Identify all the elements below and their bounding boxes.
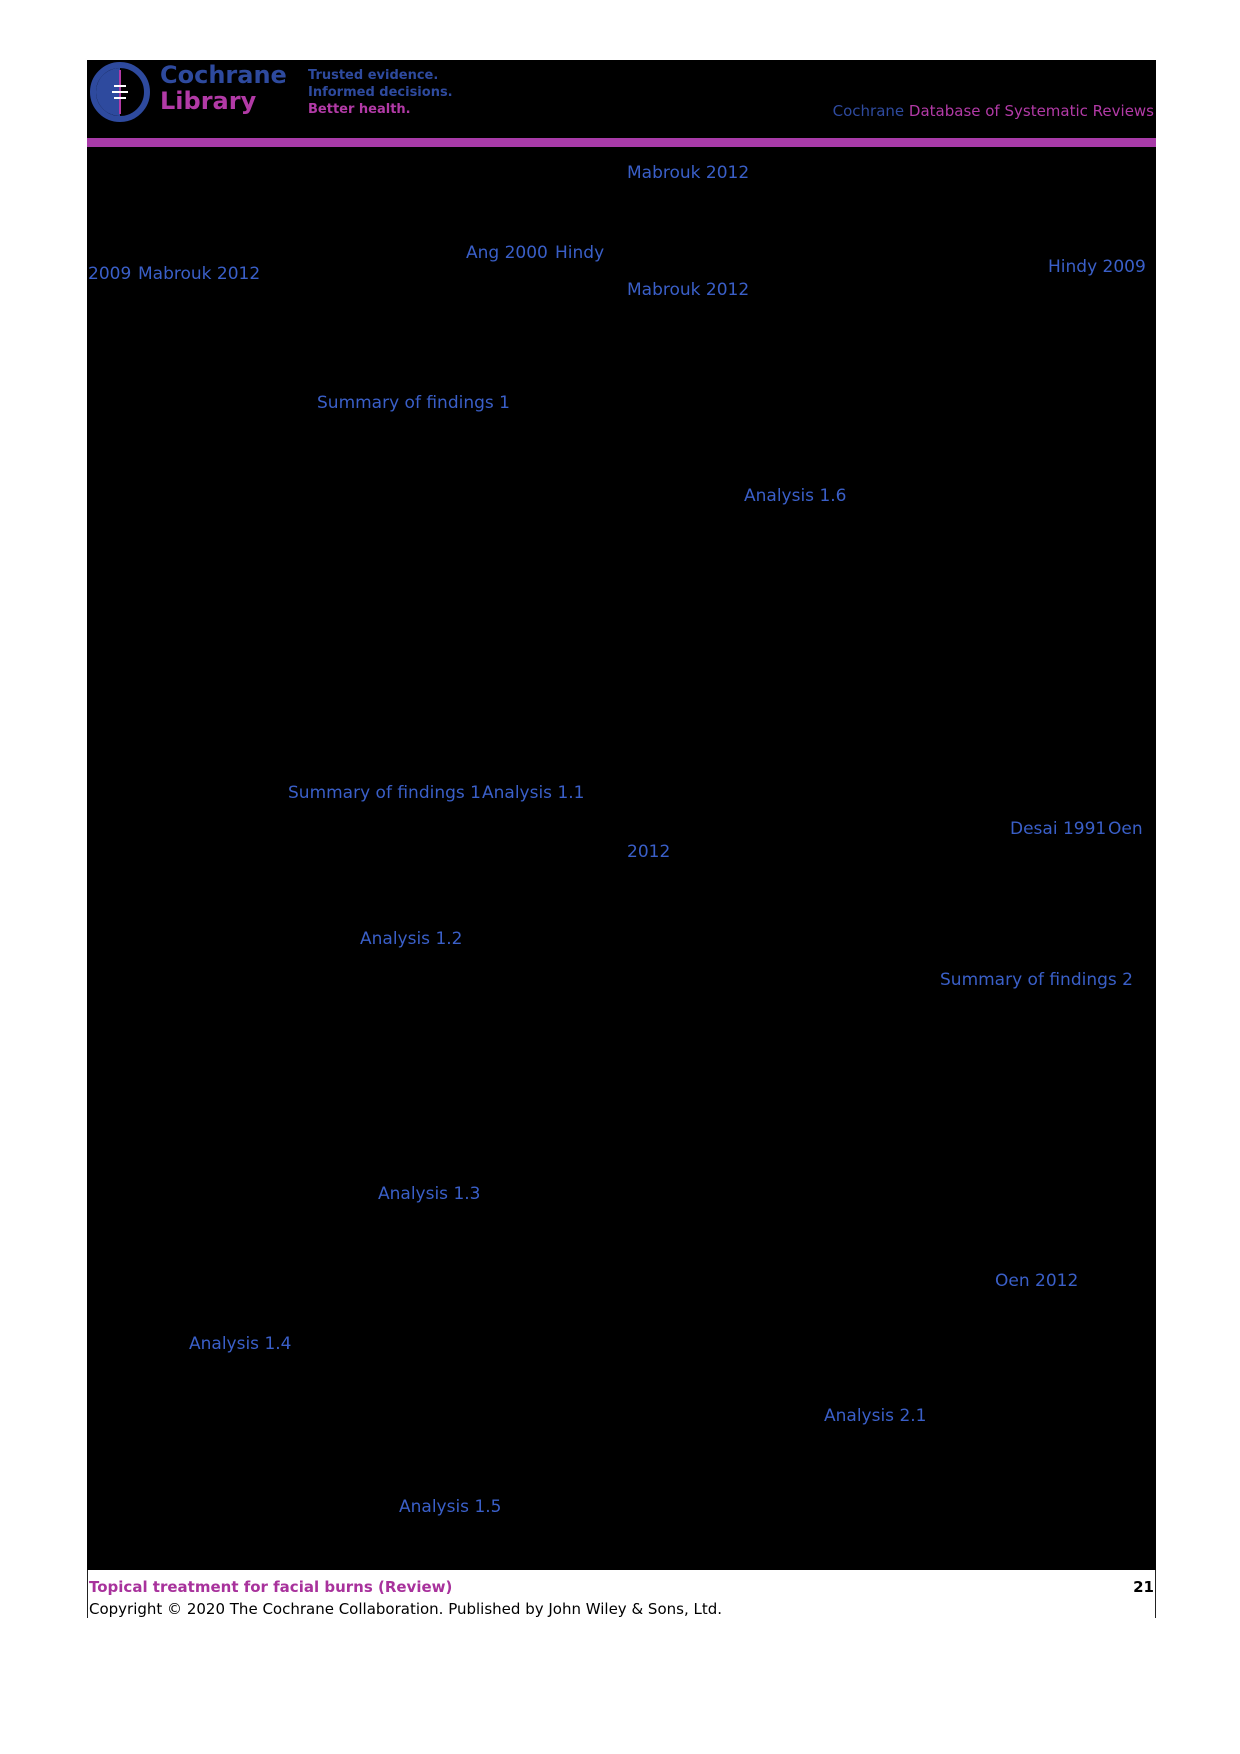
- cochrane-logo-icon: [90, 62, 150, 122]
- brand-line-2: Library: [160, 87, 257, 115]
- study-link-oen[interactable]: Oen: [1108, 819, 1143, 839]
- study-link-ang-2000[interactable]: Ang 2000: [466, 243, 548, 263]
- page-number: 21: [1133, 1578, 1154, 1596]
- brand-line-1: Cochrane: [160, 61, 287, 89]
- database-title-part-2: Database of Systematic Reviews: [904, 102, 1154, 120]
- summary-of-findings-2-link[interactable]: Summary of findings 2: [940, 970, 1133, 990]
- study-link-2009[interactable]: 2009: [88, 264, 132, 284]
- study-link-mabrouk-2012[interactable]: Mabrouk 2012: [627, 163, 750, 183]
- footer-review-title[interactable]: Topical treatment for facial burns (Review): [89, 1578, 453, 1596]
- footer-right-rule: [1155, 1570, 1156, 1618]
- study-link-desai-1991[interactable]: Desai 1991: [1010, 819, 1107, 839]
- analysis-1-6-link[interactable]: Analysis 1.6: [744, 486, 847, 506]
- database-title-part-1: Cochrane: [832, 102, 905, 120]
- tagline-line-1: Trusted evidence.: [308, 68, 439, 83]
- header-divider: [87, 138, 1156, 147]
- study-link-oen-2012[interactable]: Oen 2012: [995, 1271, 1079, 1291]
- analysis-1-1-link[interactable]: Analysis 1.1: [482, 783, 585, 803]
- analysis-2-1-link[interactable]: Analysis 2.1: [824, 1406, 927, 1426]
- summary-of-findings-1-link-b[interactable]: Summary of findings 1: [288, 783, 481, 803]
- study-link-mabrouk-2012-b[interactable]: Mabrouk 2012: [138, 264, 261, 284]
- copyright-notice: Copyright © 2020 The Cochrane Collaboration. Published by John Wiley & Sons, Ltd.: [89, 1600, 723, 1618]
- study-link-mabrouk-2012-c[interactable]: Mabrouk 2012: [627, 280, 750, 300]
- footer-left-rule: [87, 1570, 88, 1618]
- database-title: [833, 102, 1154, 120]
- analysis-1-2-link[interactable]: Analysis 1.2: [360, 929, 463, 949]
- analysis-1-3-link[interactable]: Analysis 1.3: [378, 1184, 481, 1204]
- analysis-1-5-link[interactable]: Analysis 1.5: [399, 1497, 502, 1517]
- tagline-line-3: Better health.: [308, 102, 411, 117]
- study-link-hindy-2009[interactable]: Hindy 2009: [1048, 257, 1146, 277]
- summary-of-findings-1-link[interactable]: Summary of findings 1: [317, 393, 510, 413]
- study-link-2012[interactable]: 2012: [627, 842, 671, 862]
- brand-name: [160, 62, 287, 114]
- tagline: [308, 67, 453, 118]
- study-link-hindy[interactable]: Hindy: [555, 243, 605, 263]
- analysis-1-4-link[interactable]: Analysis 1.4: [189, 1334, 292, 1354]
- tagline-line-2: Informed decisions.: [308, 85, 453, 100]
